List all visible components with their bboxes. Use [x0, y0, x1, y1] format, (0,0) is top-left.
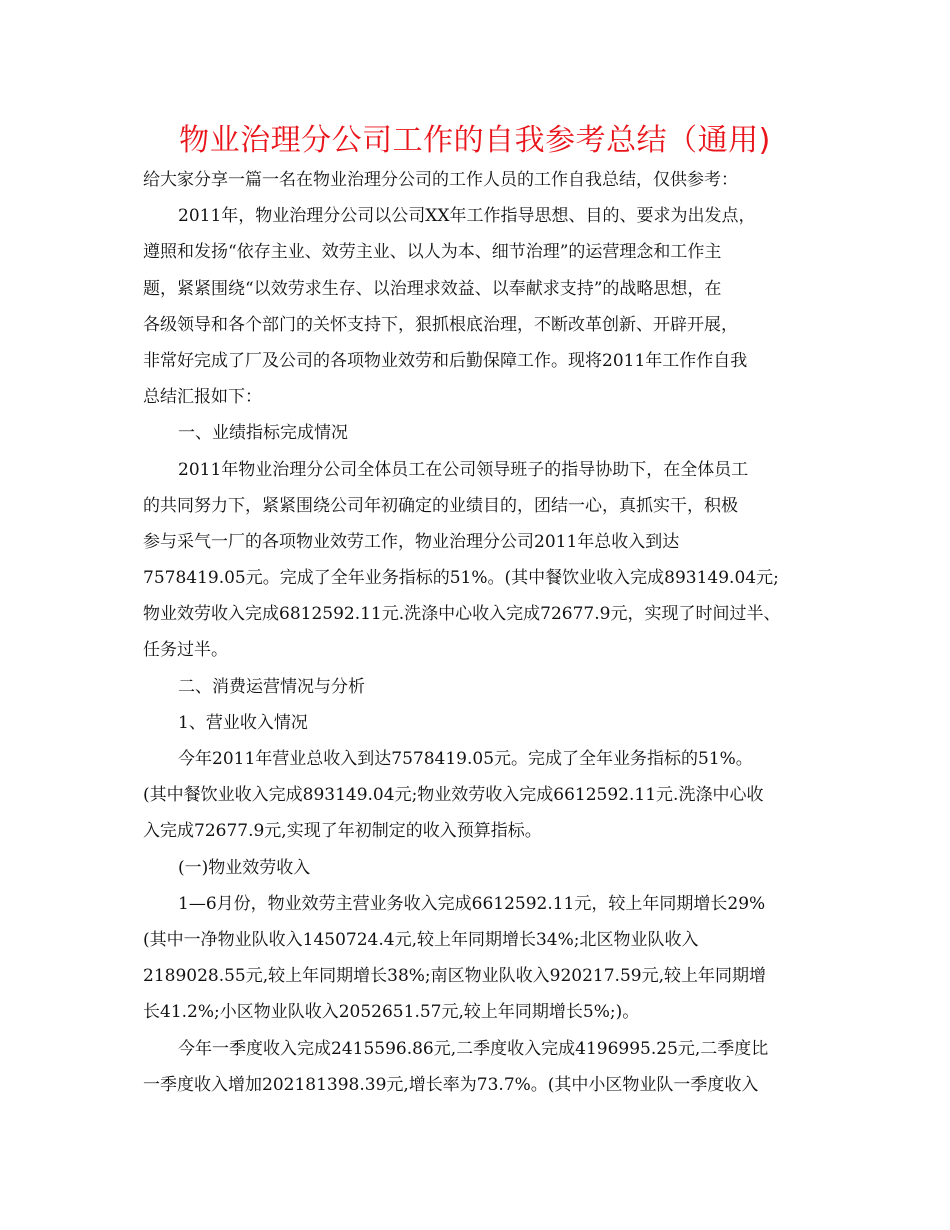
- document-body: [143, 162, 843, 1103]
- text-line: 1、营业收入情况: [178, 712, 308, 733]
- text-line: 非常好完成了厂及公司的各项物业效劳和后勤保障工作。现将2011年工作作自我: [143, 350, 748, 371]
- text-line: 2011年物业治理分公司全体员工在公司领导班子的指导协助下，在全体员工: [178, 459, 749, 480]
- text-line: 今年一季度收入完成2415596.86元,二季度收入完成4196995.25元,二季度比: [178, 1038, 769, 1059]
- text-line: (一)物业效劳收入: [178, 857, 311, 878]
- text-line: (其中餐饮业收入完成893149.04元;物业效劳收入完成6612592.11元.洗涤中心收: [143, 785, 764, 806]
- text-line: 的共同努力下，紧紧围绕公司年初确定的业绩目的，团结一心，真抓实干，积极: [143, 495, 738, 516]
- text-line: 总结汇报如下：: [143, 387, 262, 408]
- text-line: 各级领导和各个部门的关怀支持下，狠抓根底治理，不断改革创新、开辟开展，: [143, 314, 738, 335]
- text-line: 物业效劳收入完成6812592.11元.洗涤中心收入完成72677.9元，实现了时间过半、: [143, 604, 781, 625]
- text-line: 长41.2%;小区物业队收入2052651.57元,较上年同期增长5%;)。: [143, 1002, 640, 1023]
- text-line: 入完成72677.9元,实现了年初制定的收入预算指标。: [143, 821, 542, 842]
- text-line: 题，紧紧围绕“以效劳求生存、以治理求效益、以奉献求支持”的战略思想，在: [143, 278, 722, 299]
- text-line: 一、业绩指标完成情况: [178, 423, 348, 444]
- text-line: 任务过半。: [143, 640, 228, 661]
- text-line: 遵照和发扬“依存主业、效劳主业、以人为本、细节治理”的运营理念和工作主: [143, 242, 722, 263]
- text-line: 给大家分享一篇一名在物业治理分公司的工作人员的工作自我总结，仅供参考：: [143, 170, 738, 190]
- text-line: 1—6月份，物业效劳主营业务收入完成6612592.11元，较上年同期增长29%: [178, 893, 766, 914]
- text-line: 2189028.55元,较上年同期增长38%;南区物业队收入920217.59元,较上年同期增: [143, 966, 766, 987]
- text-line: 参与采气一厂的各项物业效劳工作，物业治理分公司2011年总收入到达: [143, 531, 680, 552]
- text-line: 今年2011年营业总收入到达7578419.05元。完成了全年业务指标的51%。: [178, 749, 753, 769]
- document-title: 物业治理分公司工作的自我参考总结（通用): [179, 123, 771, 158]
- text-line: 一季度收入增加202181398.39元,增长率为73.7%。(其中小区物业队一季度收入: [143, 1074, 759, 1095]
- text-line: 二、消费运营情况与分析: [178, 676, 365, 697]
- text-line: (其中一净物业队收入1450724.4元,较上年同期增长34%;北区物业队收入: [143, 929, 699, 950]
- text-line: 7578419.05元。完成了全年业务指标的51%。(其中餐饮业收入完成893149.04元;: [143, 568, 779, 589]
- text-line: 2011年，物业治理分公司以公司XX年工作指导思想、目的、要求为出发点，: [178, 206, 756, 227]
